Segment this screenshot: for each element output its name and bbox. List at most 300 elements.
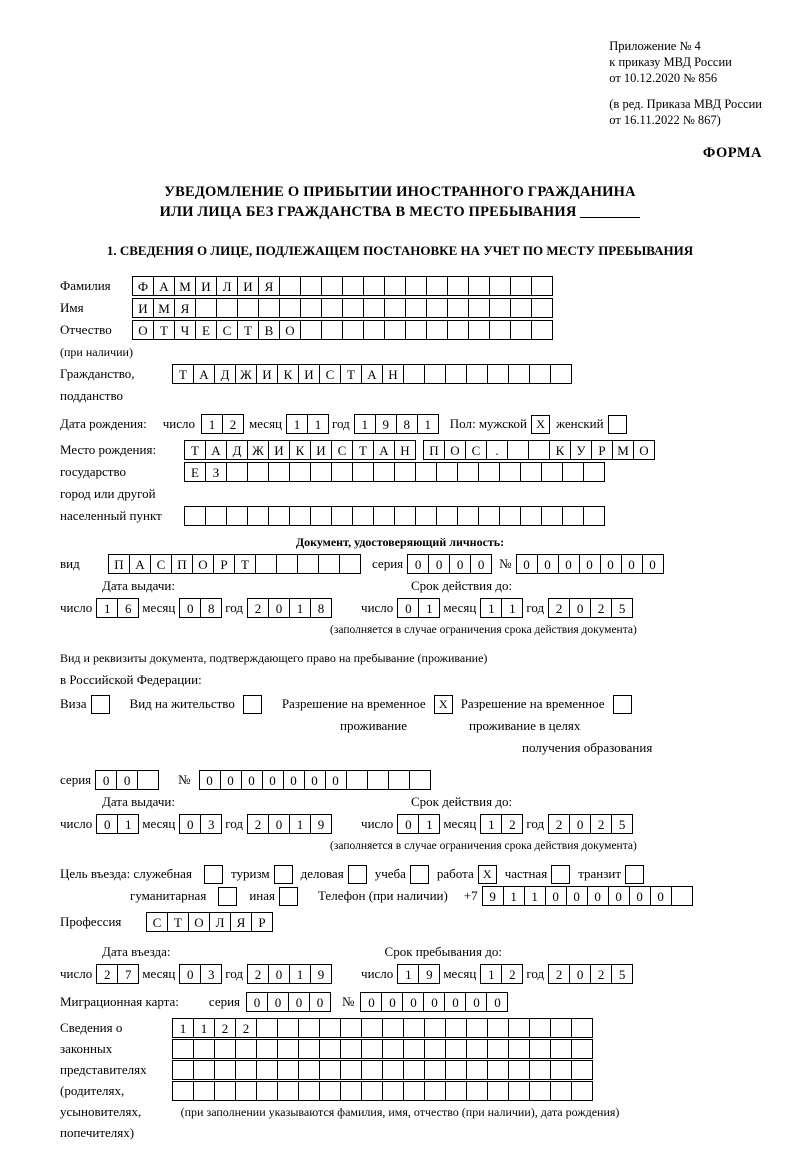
- char-cell[interactable]: 0: [465, 992, 487, 1012]
- char-cell[interactable]: [489, 320, 511, 340]
- char-cell[interactable]: И: [298, 364, 320, 384]
- char-cell[interactable]: 0: [579, 554, 601, 574]
- permit-issue-day-cells[interactable]: [96, 814, 138, 834]
- doc-series-cells[interactable]: [407, 554, 491, 574]
- char-cell[interactable]: [340, 1060, 362, 1080]
- char-cell[interactable]: [342, 298, 364, 318]
- char-cell[interactable]: 1: [172, 1018, 194, 1038]
- char-cell[interactable]: Р: [591, 440, 613, 460]
- char-cell[interactable]: [298, 1060, 320, 1080]
- char-cell[interactable]: [571, 1039, 593, 1059]
- char-cell[interactable]: [541, 506, 563, 526]
- char-cell[interactable]: 2: [590, 814, 612, 834]
- char-cell[interactable]: 2: [96, 964, 118, 984]
- char-cell[interactable]: [277, 1018, 299, 1038]
- char-cell[interactable]: [436, 506, 458, 526]
- char-cell[interactable]: 0: [262, 770, 284, 790]
- char-cell[interactable]: [289, 462, 311, 482]
- char-cell[interactable]: 0: [608, 886, 630, 906]
- char-cell[interactable]: [489, 276, 511, 296]
- char-cell[interactable]: [235, 1081, 257, 1101]
- char-cell[interactable]: [289, 506, 311, 526]
- char-cell[interactable]: 1: [418, 598, 440, 618]
- char-cell[interactable]: 1: [354, 414, 376, 434]
- char-cell[interactable]: [424, 364, 446, 384]
- char-cell[interactable]: 0: [587, 886, 609, 906]
- char-cell[interactable]: 0: [268, 814, 290, 834]
- char-cell[interactable]: [298, 1081, 320, 1101]
- char-cell[interactable]: [466, 1081, 488, 1101]
- char-cell[interactable]: 0: [569, 964, 591, 984]
- char-cell[interactable]: М: [153, 298, 175, 318]
- profession-cells[interactable]: [146, 912, 272, 932]
- char-cell[interactable]: 0: [268, 598, 290, 618]
- char-cell[interactable]: У: [570, 440, 592, 460]
- char-cell[interactable]: [447, 276, 469, 296]
- entry-day-cells[interactable]: [96, 964, 138, 984]
- char-cell[interactable]: [388, 770, 410, 790]
- char-cell[interactable]: [424, 1018, 446, 1038]
- char-cell[interactable]: 0: [268, 964, 290, 984]
- char-cell[interactable]: 0: [95, 770, 117, 790]
- char-cell[interactable]: [426, 320, 448, 340]
- char-cell[interactable]: Н: [382, 364, 404, 384]
- char-cell[interactable]: [571, 1060, 593, 1080]
- char-cell[interactable]: [277, 1081, 299, 1101]
- char-cell[interactable]: [195, 298, 217, 318]
- char-cell[interactable]: [447, 320, 469, 340]
- char-cell[interactable]: 2: [501, 964, 523, 984]
- char-cell[interactable]: 1: [201, 414, 223, 434]
- char-cell[interactable]: [508, 1060, 530, 1080]
- char-cell[interactable]: Ф: [132, 276, 154, 296]
- char-cell[interactable]: [258, 298, 280, 318]
- purpose-private-checkbox[interactable]: [551, 865, 570, 884]
- char-cell[interactable]: [384, 276, 406, 296]
- char-cell[interactable]: [172, 1081, 194, 1101]
- char-cell[interactable]: [340, 1018, 362, 1038]
- char-cell[interactable]: [279, 276, 301, 296]
- char-cell[interactable]: 1: [417, 414, 439, 434]
- char-cell[interactable]: 1: [480, 964, 502, 984]
- char-cell[interactable]: Я: [258, 276, 280, 296]
- char-cell[interactable]: А: [129, 554, 151, 574]
- char-cell[interactable]: [214, 1081, 236, 1101]
- char-cell[interactable]: [531, 320, 553, 340]
- char-cell[interactable]: [487, 1060, 509, 1080]
- char-cell[interactable]: [478, 506, 500, 526]
- char-cell[interactable]: [382, 1060, 404, 1080]
- char-cell[interactable]: [466, 1039, 488, 1059]
- char-cell[interactable]: [382, 1039, 404, 1059]
- char-cell[interactable]: Ч: [174, 320, 196, 340]
- char-cell[interactable]: [487, 1081, 509, 1101]
- char-cell[interactable]: [384, 320, 406, 340]
- char-cell[interactable]: 0: [600, 554, 622, 574]
- char-cell[interactable]: [277, 1039, 299, 1059]
- char-cell[interactable]: [403, 1060, 425, 1080]
- char-cell[interactable]: 5: [611, 964, 633, 984]
- char-cell[interactable]: 7: [117, 964, 139, 984]
- char-cell[interactable]: [184, 506, 206, 526]
- char-cell[interactable]: [405, 276, 427, 296]
- char-cell[interactable]: [340, 1039, 362, 1059]
- char-cell[interactable]: [478, 462, 500, 482]
- char-cell[interactable]: [256, 1060, 278, 1080]
- char-cell[interactable]: [424, 1081, 446, 1101]
- char-cell[interactable]: 2: [590, 598, 612, 618]
- char-cell[interactable]: [405, 298, 427, 318]
- char-cell[interactable]: [300, 276, 322, 296]
- doc-valid-year-cells[interactable]: [548, 598, 632, 618]
- char-cell[interactable]: [562, 506, 584, 526]
- char-cell[interactable]: [468, 276, 490, 296]
- char-cell[interactable]: [457, 462, 479, 482]
- char-cell[interactable]: П: [108, 554, 130, 574]
- char-cell[interactable]: [445, 364, 467, 384]
- char-cell[interactable]: [346, 770, 368, 790]
- char-cell[interactable]: [384, 298, 406, 318]
- char-cell[interactable]: 0: [179, 964, 201, 984]
- char-cell[interactable]: 0: [407, 554, 429, 574]
- char-cell[interactable]: 9: [418, 964, 440, 984]
- char-cell[interactable]: 1: [524, 886, 546, 906]
- char-cell[interactable]: 1: [286, 414, 308, 434]
- char-cell[interactable]: 0: [650, 886, 672, 906]
- char-cell[interactable]: 0: [397, 814, 419, 834]
- permit-issue-year-cells[interactable]: [247, 814, 331, 834]
- surname-cells[interactable]: [132, 276, 552, 296]
- sex-male-checkbox[interactable]: X: [531, 415, 550, 434]
- char-cell[interactable]: 2: [247, 964, 269, 984]
- char-cell[interactable]: О: [633, 440, 655, 460]
- char-cell[interactable]: А: [193, 364, 215, 384]
- char-cell[interactable]: [447, 298, 469, 318]
- char-cell[interactable]: 0: [309, 992, 331, 1012]
- char-cell[interactable]: 6: [117, 598, 139, 618]
- char-cell[interactable]: [361, 1081, 383, 1101]
- char-cell[interactable]: 2: [222, 414, 244, 434]
- char-cell[interactable]: [445, 1060, 467, 1080]
- char-cell[interactable]: [331, 506, 353, 526]
- birth-place-city-row1-cells[interactable]: [423, 440, 654, 460]
- char-cell[interactable]: [541, 462, 563, 482]
- stay-month-cells[interactable]: [480, 964, 522, 984]
- char-cell[interactable]: [279, 298, 301, 318]
- char-cell[interactable]: 2: [548, 598, 570, 618]
- char-cell[interactable]: [457, 506, 479, 526]
- char-cell[interactable]: Р: [251, 912, 273, 932]
- char-cell[interactable]: [424, 1039, 446, 1059]
- char-cell[interactable]: [466, 1060, 488, 1080]
- entry-year-cells[interactable]: [247, 964, 331, 984]
- char-cell[interactable]: 2: [247, 598, 269, 618]
- char-cell[interactable]: [510, 276, 532, 296]
- visa-checkbox[interactable]: [91, 695, 110, 714]
- char-cell[interactable]: [520, 506, 542, 526]
- char-cell[interactable]: [466, 1018, 488, 1038]
- char-cell[interactable]: 1: [193, 1018, 215, 1038]
- char-cell[interactable]: [193, 1039, 215, 1059]
- char-cell[interactable]: [361, 1039, 383, 1059]
- char-cell[interactable]: [298, 1018, 320, 1038]
- char-cell[interactable]: [318, 554, 340, 574]
- char-cell[interactable]: 1: [96, 598, 118, 618]
- char-cell[interactable]: 1: [501, 598, 523, 618]
- char-cell[interactable]: [321, 276, 343, 296]
- char-cell[interactable]: [468, 320, 490, 340]
- char-cell[interactable]: [403, 1039, 425, 1059]
- char-cell[interactable]: 0: [397, 598, 419, 618]
- char-cell[interactable]: [529, 364, 551, 384]
- char-cell[interactable]: Ж: [235, 364, 257, 384]
- char-cell[interactable]: 9: [310, 964, 332, 984]
- char-cell[interactable]: [137, 770, 159, 790]
- char-cell[interactable]: 1: [480, 814, 502, 834]
- char-cell[interactable]: 0: [199, 770, 221, 790]
- birth-place-city-row3-cells[interactable]: [184, 506, 604, 526]
- permit-valid-day-cells[interactable]: [397, 814, 439, 834]
- char-cell[interactable]: [436, 462, 458, 482]
- char-cell[interactable]: 0: [444, 992, 466, 1012]
- char-cell[interactable]: [300, 298, 322, 318]
- doc-valid-month-cells[interactable]: [480, 598, 522, 618]
- char-cell[interactable]: Т: [153, 320, 175, 340]
- char-cell[interactable]: С: [331, 440, 353, 460]
- char-cell[interactable]: И: [310, 440, 332, 460]
- char-cell[interactable]: [321, 298, 343, 318]
- purpose-other-checkbox[interactable]: [279, 887, 298, 906]
- char-cell[interactable]: 0: [179, 598, 201, 618]
- char-cell[interactable]: 1: [397, 964, 419, 984]
- purpose-transit-checkbox[interactable]: [625, 865, 644, 884]
- entry-month-cells[interactable]: [179, 964, 221, 984]
- char-cell[interactable]: И: [195, 276, 217, 296]
- char-cell[interactable]: [508, 1039, 530, 1059]
- char-cell[interactable]: [550, 1081, 572, 1101]
- char-cell[interactable]: [520, 462, 542, 482]
- char-cell[interactable]: 5: [611, 814, 633, 834]
- residence-permit-checkbox[interactable]: [243, 695, 262, 714]
- char-cell[interactable]: [403, 364, 425, 384]
- char-cell[interactable]: [394, 462, 416, 482]
- char-cell[interactable]: О: [279, 320, 301, 340]
- permit-number-cells[interactable]: [199, 770, 430, 790]
- purpose-work-checkbox[interactable]: X: [478, 865, 497, 884]
- char-cell[interactable]: [445, 1081, 467, 1101]
- char-cell[interactable]: [562, 462, 584, 482]
- char-cell[interactable]: [363, 276, 385, 296]
- purpose-tourism-checkbox[interactable]: [274, 865, 293, 884]
- char-cell[interactable]: 0: [621, 554, 643, 574]
- char-cell[interactable]: [382, 1018, 404, 1038]
- char-cell[interactable]: 9: [310, 814, 332, 834]
- char-cell[interactable]: [226, 462, 248, 482]
- char-cell[interactable]: 0: [381, 992, 403, 1012]
- char-cell[interactable]: 2: [548, 964, 570, 984]
- char-cell[interactable]: 0: [267, 992, 289, 1012]
- char-cell[interactable]: [367, 770, 389, 790]
- char-cell[interactable]: Т: [234, 554, 256, 574]
- char-cell[interactable]: [489, 298, 511, 318]
- char-cell[interactable]: [529, 1081, 551, 1101]
- char-cell[interactable]: [319, 1039, 341, 1059]
- legal-rep-row4-cells[interactable]: [172, 1081, 592, 1101]
- char-cell[interactable]: 9: [482, 886, 504, 906]
- char-cell[interactable]: И: [256, 364, 278, 384]
- char-cell[interactable]: [247, 462, 269, 482]
- char-cell[interactable]: [550, 364, 572, 384]
- char-cell[interactable]: [352, 506, 374, 526]
- char-cell[interactable]: 1: [503, 886, 525, 906]
- char-cell[interactable]: [529, 1018, 551, 1038]
- char-cell[interactable]: П: [423, 440, 445, 460]
- char-cell[interactable]: Р: [213, 554, 235, 574]
- char-cell[interactable]: [405, 320, 427, 340]
- char-cell[interactable]: [319, 1060, 341, 1080]
- char-cell[interactable]: Т: [237, 320, 259, 340]
- char-cell[interactable]: [499, 462, 521, 482]
- char-cell[interactable]: [508, 364, 530, 384]
- stay-day-cells[interactable]: [397, 964, 439, 984]
- char-cell[interactable]: [310, 462, 332, 482]
- char-cell[interactable]: [424, 1060, 446, 1080]
- stay-year-cells[interactable]: [548, 964, 632, 984]
- char-cell[interactable]: М: [612, 440, 634, 460]
- char-cell[interactable]: З: [205, 462, 227, 482]
- char-cell[interactable]: [466, 364, 488, 384]
- char-cell[interactable]: [277, 1060, 299, 1080]
- name-cells[interactable]: [132, 298, 552, 318]
- char-cell[interactable]: [193, 1081, 215, 1101]
- char-cell[interactable]: [235, 1039, 257, 1059]
- char-cell[interactable]: Т: [167, 912, 189, 932]
- char-cell[interactable]: 0: [179, 814, 201, 834]
- doc-issue-month-cells[interactable]: [179, 598, 221, 618]
- char-cell[interactable]: [550, 1018, 572, 1038]
- char-cell[interactable]: Л: [216, 276, 238, 296]
- char-cell[interactable]: 3: [200, 814, 222, 834]
- char-cell[interactable]: [487, 1018, 509, 1038]
- char-cell[interactable]: 8: [396, 414, 418, 434]
- char-cell[interactable]: [256, 1081, 278, 1101]
- char-cell[interactable]: [321, 320, 343, 340]
- doc-number-cells[interactable]: [516, 554, 663, 574]
- char-cell[interactable]: 1: [117, 814, 139, 834]
- char-cell[interactable]: [235, 1060, 257, 1080]
- char-cell[interactable]: 8: [310, 598, 332, 618]
- char-cell[interactable]: 2: [214, 1018, 236, 1038]
- char-cell[interactable]: 0: [288, 992, 310, 1012]
- char-cell[interactable]: 0: [304, 770, 326, 790]
- char-cell[interactable]: [394, 506, 416, 526]
- char-cell[interactable]: [507, 440, 529, 460]
- char-cell[interactable]: Т: [352, 440, 374, 460]
- char-cell[interactable]: [373, 506, 395, 526]
- char-cell[interactable]: [468, 298, 490, 318]
- char-cell[interactable]: 0: [241, 770, 263, 790]
- char-cell[interactable]: 5: [611, 598, 633, 618]
- char-cell[interactable]: [528, 440, 550, 460]
- char-cell[interactable]: [172, 1039, 194, 1059]
- char-cell[interactable]: 1: [289, 964, 311, 984]
- char-cell[interactable]: 0: [402, 992, 424, 1012]
- char-cell[interactable]: А: [205, 440, 227, 460]
- char-cell[interactable]: 0: [642, 554, 664, 574]
- char-cell[interactable]: [487, 364, 509, 384]
- char-cell[interactable]: 0: [423, 992, 445, 1012]
- char-cell[interactable]: 0: [283, 770, 305, 790]
- char-cell[interactable]: [319, 1081, 341, 1101]
- char-cell[interactable]: [342, 320, 364, 340]
- char-cell[interactable]: 0: [360, 992, 382, 1012]
- mig-series-cells[interactable]: [246, 992, 330, 1012]
- char-cell[interactable]: В: [258, 320, 280, 340]
- char-cell[interactable]: 3: [200, 964, 222, 984]
- char-cell[interactable]: [255, 554, 277, 574]
- char-cell[interactable]: [256, 1018, 278, 1038]
- char-cell[interactable]: [583, 462, 605, 482]
- char-cell[interactable]: [487, 1039, 509, 1059]
- purpose-humanitarian-checkbox[interactable]: [218, 887, 237, 906]
- doc-issue-year-cells[interactable]: [247, 598, 331, 618]
- char-cell[interactable]: [531, 298, 553, 318]
- char-cell[interactable]: 0: [537, 554, 559, 574]
- patronymic-cells[interactable]: [132, 320, 552, 340]
- char-cell[interactable]: 0: [220, 770, 242, 790]
- char-cell[interactable]: [445, 1039, 467, 1059]
- char-cell[interactable]: [237, 298, 259, 318]
- char-cell[interactable]: С: [319, 364, 341, 384]
- char-cell[interactable]: 0: [470, 554, 492, 574]
- char-cell[interactable]: 0: [116, 770, 138, 790]
- char-cell[interactable]: [529, 1039, 551, 1059]
- char-cell[interactable]: [172, 1060, 194, 1080]
- char-cell[interactable]: [571, 1081, 593, 1101]
- phone-cells[interactable]: [482, 886, 692, 906]
- birth-place-state-cells[interactable]: [184, 440, 415, 460]
- char-cell[interactable]: Е: [184, 462, 206, 482]
- permit-issue-month-cells[interactable]: [179, 814, 221, 834]
- char-cell[interactable]: О: [188, 912, 210, 932]
- char-cell[interactable]: О: [444, 440, 466, 460]
- char-cell[interactable]: 0: [449, 554, 471, 574]
- char-cell[interactable]: Н: [394, 440, 416, 460]
- purpose-official-checkbox[interactable]: [204, 865, 223, 884]
- char-cell[interactable]: [415, 462, 437, 482]
- char-cell[interactable]: [531, 276, 553, 296]
- char-cell[interactable]: [508, 1081, 530, 1101]
- mig-number-cells[interactable]: [360, 992, 507, 1012]
- char-cell[interactable]: Ж: [247, 440, 269, 460]
- citizenship-cells[interactable]: [172, 364, 571, 384]
- char-cell[interactable]: 0: [629, 886, 651, 906]
- char-cell[interactable]: С: [465, 440, 487, 460]
- legal-rep-row3-cells[interactable]: [172, 1060, 592, 1080]
- legal-rep-row1-cells[interactable]: [172, 1018, 592, 1038]
- birth-place-city-row2-cells[interactable]: [184, 462, 604, 482]
- char-cell[interactable]: К: [277, 364, 299, 384]
- char-cell[interactable]: О: [132, 320, 154, 340]
- char-cell[interactable]: [342, 276, 364, 296]
- char-cell[interactable]: [268, 462, 290, 482]
- char-cell[interactable]: [340, 1081, 362, 1101]
- char-cell[interactable]: [373, 462, 395, 482]
- char-cell[interactable]: 0: [569, 598, 591, 618]
- char-cell[interactable]: [361, 1060, 383, 1080]
- char-cell[interactable]: Т: [184, 440, 206, 460]
- char-cell[interactable]: 2: [590, 964, 612, 984]
